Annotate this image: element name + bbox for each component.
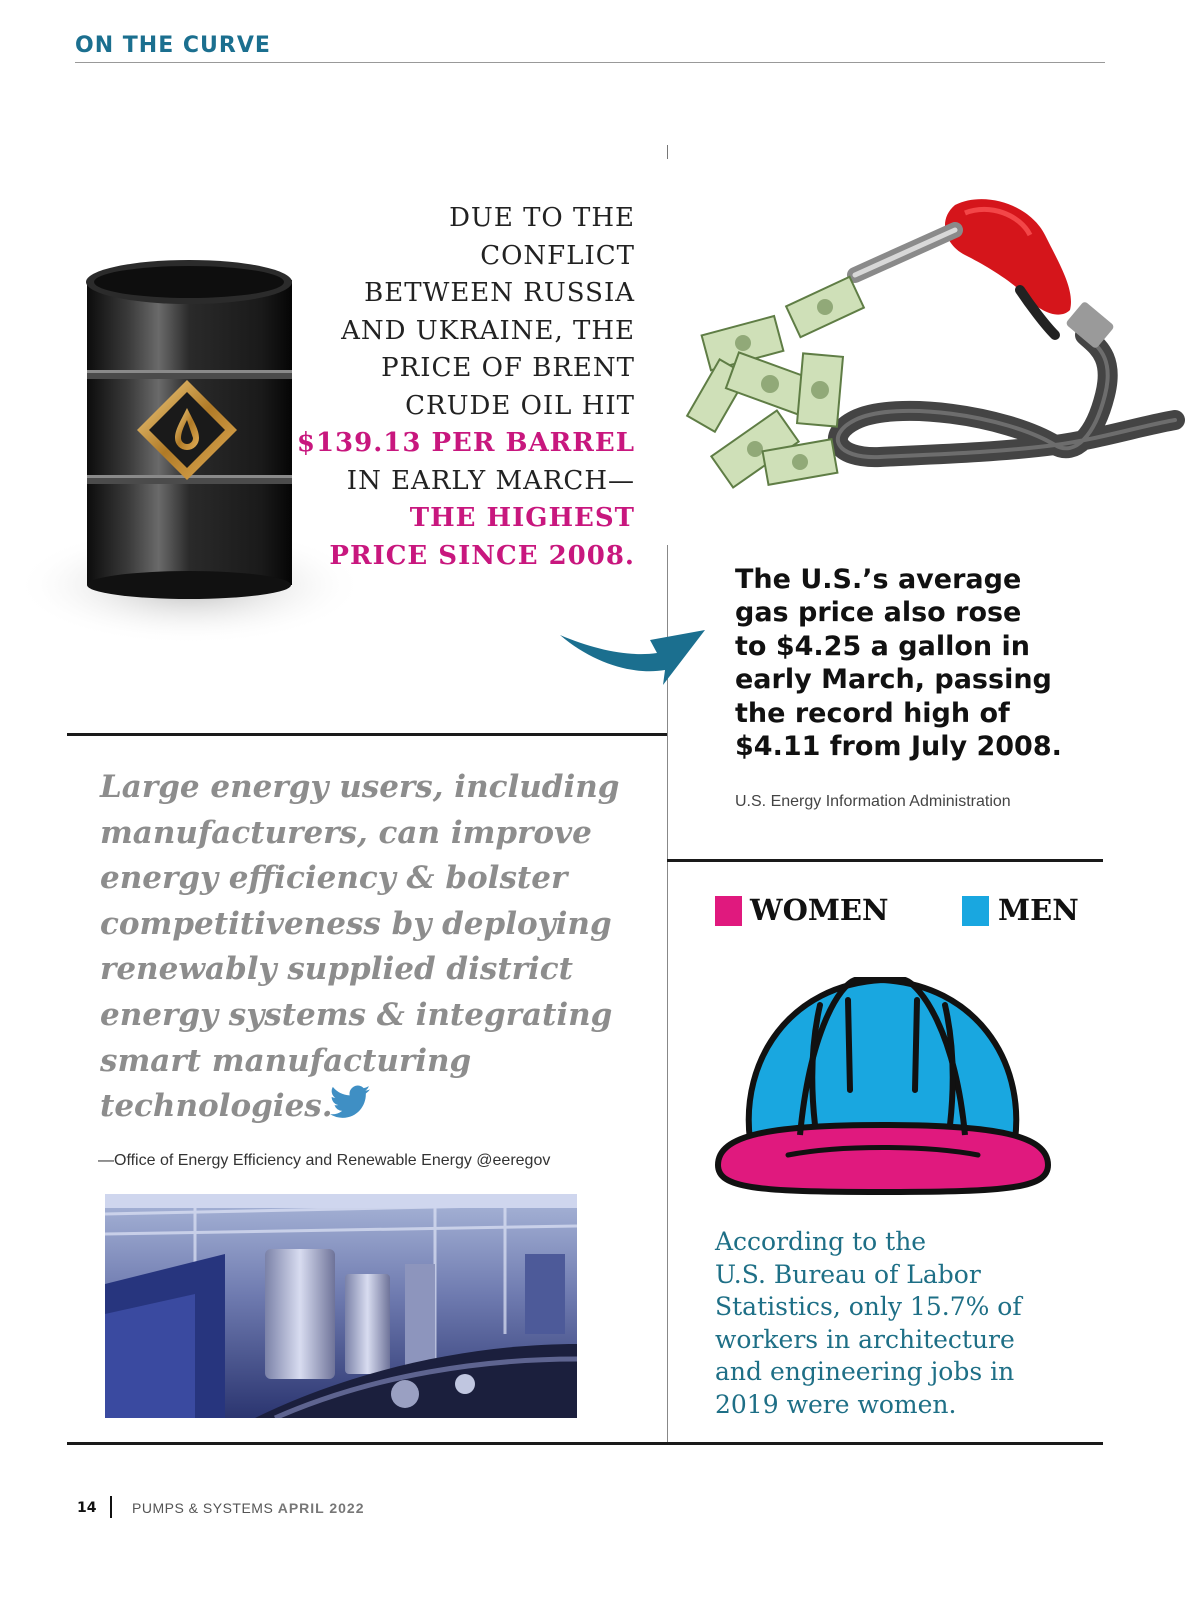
men-swatch xyxy=(962,896,989,926)
oil-line: IN EARLY MARCH— xyxy=(346,465,635,496)
quote-line: energy systems & integrating xyxy=(100,996,613,1033)
factory-photo xyxy=(105,1194,577,1418)
publication-name: PUMPS & SYSTEMS xyxy=(132,1500,274,1516)
oil-highlight-line: THE HIGHEST xyxy=(409,503,635,533)
oil-line: BETWEEN RUSSIA xyxy=(364,278,635,308)
section-title: ON THE CURVE xyxy=(75,33,271,58)
bls-line: U.S. Bureau of Labor xyxy=(715,1259,981,1289)
bottom-rule xyxy=(67,1442,1103,1445)
arrow-icon xyxy=(555,625,710,695)
gas-line: to $4.25 a gallon in xyxy=(735,630,1030,662)
section-rule xyxy=(667,859,1103,862)
twitter-bird-icon[interactable] xyxy=(330,1085,370,1119)
issue-date: APRIL 2022 xyxy=(277,1500,365,1516)
bls-line: and engineering jobs in xyxy=(715,1357,1015,1386)
oil-line: CRUDE OIL HIT xyxy=(405,390,635,421)
oil-price-highlight: $139.13 PER BARREL xyxy=(296,428,635,458)
quote-line: energy efficiency & bolster xyxy=(100,860,568,897)
men-label: MEN xyxy=(998,893,1079,927)
gas-line: the record high of xyxy=(735,697,1010,729)
gas-line: early March, passing xyxy=(735,664,1052,696)
quote-line: competitiveness by deploying xyxy=(100,905,612,942)
gas-source: U.S. Energy Information Administration xyxy=(735,793,1011,810)
oil-price-text xyxy=(275,200,635,575)
oil-line: DUE TO THE xyxy=(449,203,635,233)
gas-line: The U.S.’s average xyxy=(735,564,1022,595)
quote-line: Large energy users, including xyxy=(100,769,620,805)
gas-line: $4.11 from July 2008. xyxy=(735,731,1062,763)
women-swatch xyxy=(715,896,742,926)
women-label: WOMEN xyxy=(750,893,889,927)
oil-line: AND UKRAINE, THE xyxy=(341,315,635,346)
bls-statistic-text xyxy=(715,1226,1095,1421)
quote-line: manufacturers, can improve xyxy=(100,814,592,851)
bls-line: According to the xyxy=(715,1227,927,1256)
publication-info xyxy=(132,1500,364,1516)
bls-line: 2019 were women. xyxy=(715,1389,957,1419)
oil-line: CONFLICT xyxy=(480,240,635,271)
page-number: 14 xyxy=(77,1500,97,1516)
oil-line: PRICE OF BRENT xyxy=(381,353,635,383)
header-rule xyxy=(75,62,1105,63)
bls-line: workers in architecture xyxy=(715,1324,1015,1354)
quote-line: renewably supplied district xyxy=(100,951,573,988)
folio-divider xyxy=(110,1496,112,1518)
gas-line: gas price also rose xyxy=(735,597,1022,629)
quote-line: technologies. xyxy=(100,1088,333,1125)
fuel-nozzle-icon xyxy=(675,195,1195,510)
pull-quote xyxy=(100,765,620,1130)
column-tick xyxy=(667,145,668,159)
bls-line: Statistics, only 15.7% of xyxy=(715,1292,1022,1321)
section-rule xyxy=(67,733,667,736)
quote-line: smart manufacturing xyxy=(100,1042,472,1079)
quote-attribution: —Office of Energy Efficiency and Renewable Energy @eeregov xyxy=(98,1152,551,1169)
gas-price-text xyxy=(735,563,1095,763)
oil-highlight-line: PRICE SINCE 2008. xyxy=(329,540,635,571)
hard-hat-icon xyxy=(710,960,1055,1200)
